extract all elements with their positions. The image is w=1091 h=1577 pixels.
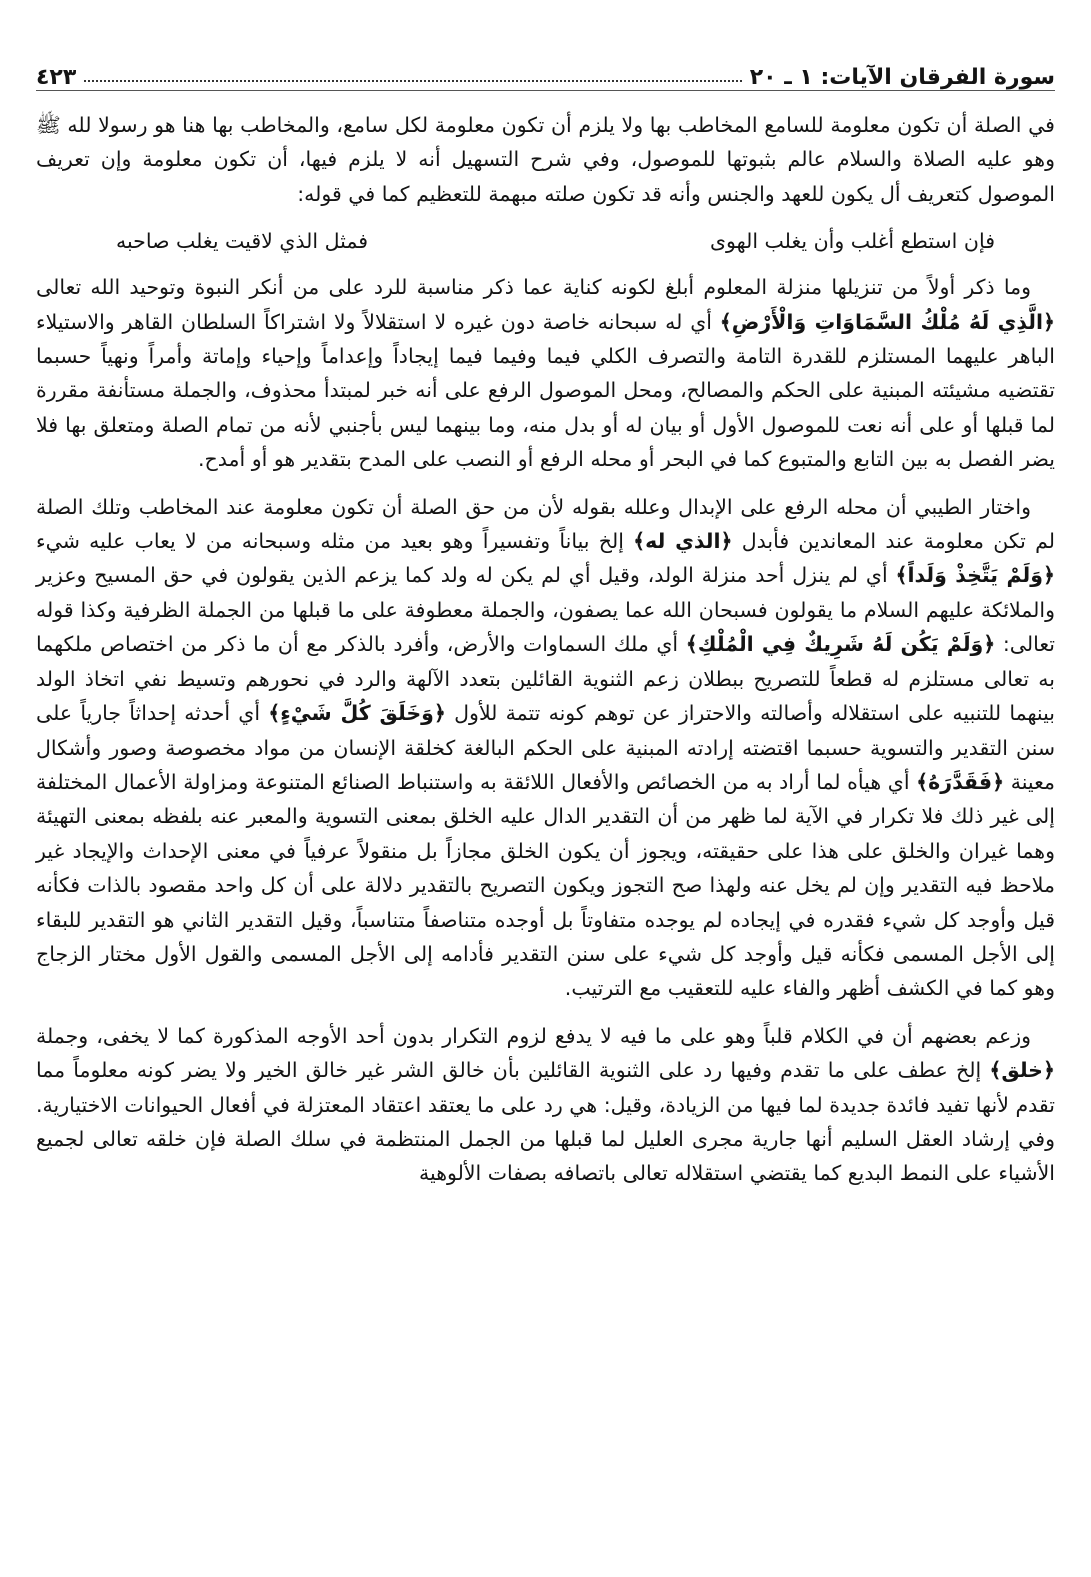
quran-quote: ﴿خلق﴾ (989, 1058, 1055, 1083)
quran-quote: ﴿الذي له﴾ (633, 529, 733, 554)
text-run: وما ذكر أولاً من تنزيلها منزلة المعلوم أبلغ لكونه كناية عما ذكر مناسبة للرد على من أنكر النبوة وتوحيد الله تعالى (36, 275, 1031, 300)
quran-quote: ﴿وَلَمْ يَتَّخِذْ وَلَداً﴾ (895, 563, 1055, 588)
quran-quote: ﴿وَلَمْ يَكُن لَهُ شَرِيكٌ فِي الْمُلْكِ﴾ (685, 632, 996, 657)
verse-hemistich: فمثل الذي لاقيت يغلب صاحبه (116, 229, 368, 254)
quran-quote: ﴿فَقَدَّرَهُ﴾ (916, 769, 1005, 794)
text-run: إلخ بياناً وتفسيراً وهو بعيد من مثله وسبحانه من لا يعاب عليه شيء (36, 529, 624, 554)
paragraph (36, 270, 1055, 476)
header-dot-leader (84, 80, 741, 82)
text-run: أي ملك السماوات والأرض، وأفرد بالذكر مع أن ما ذكر من اختصاص ملكهما به تعالى مستلزم له قطعاً للتصريح ببطلان زعم الثنوية القائلين بتعدد الآلهة والرد في نحورهم وتسيط نفي اتخاذ الولد بينهما للتنبيه على استقلاله وأصالته والاحتراز عن توهم كونه تتمة للأول (36, 632, 1055, 726)
text-run: إلخ عطف على ما تقدم وفيها رد على الثنوية القائلين بأن خالق الشر غير خالق الخير ولا يضر كونه معلوماً مما تقدم لأنها تفيد فائدة جديدة لما فيها من الزيادة، وقيل: هي رد على ما يعتقد اعتقاد المعتزلة في أفعال الحيوانات الاختيارية. وفي إرشاد العقل السليم أنها جارية مجرى العليل لما قبلها من الجمل المنتظمة في سلك الصلة فإن خلقه تعالى لجميع الأشياء على النمط البديع كما يقتضي استقلاله تعالى باتصافه بصفات الألوهية (36, 1058, 1055, 1186)
body-text (36, 108, 1055, 1204)
text-run: أي لم ينزل أحد منزلة الولد، وقيل أي لم يكن له ولد كما يزعم الذين يقولون في حق المسيح وعزير والملائكة عليهم السلام ما يقولون فسبحان الله عما يصفون، والجملة معطوفة على ما قبلها من الجملة الظرفية وكذا قوله تعالى: (36, 563, 1055, 657)
paragraph (36, 1019, 1055, 1191)
page-number: ٤٢٣ (36, 65, 77, 90)
poetry-verse (36, 224, 1055, 258)
text-run: وزعم بعضهم أن في الكلام قلباً وهو على ما فيه لا يدفع لزوم التكرار بدون أحد الأوجه المذكورة كما لا يخفى، وجملة (36, 1023, 1031, 1048)
running-header (36, 52, 1055, 91)
text-run: أي له سبحانه خاصة دون غيره لا استقلالاً ولا اشتراكاً السلطان القاهر والاستيلاء الباهر عليهما المستلزم للقدرة التامة والتصرف الكلي فيما وفيما فيما إيجاداً وإعداماً وإحياء وإماتة وأمراً ونهياً حسبما تقتضيه مشيئته المبنية على الحكم والمصالح، ومحل الموصول الرفع على أنه خبر لمبتدأ محذوف، والجملة مستأنفة مقررة لما قبلها أو على أنه نعت للموصول الأول أو بيان له أو بدل منه، وما بينهما ليس بأجنبي لأنه من تمام الصلة ومتعلق بها فلا يضر الفصل به بين التابع والمتبوع كما في البحر أو محله الرفع أو النصب على المدح بتقدير هو أو أمدح. (36, 309, 1055, 472)
paragraph: في الصلة أن تكون معلومة للسامع المخاطب بها ولا يلزم أن تكون معلومة لكل سامع، والمخاطب بها هنا هو رسولا لله ﷺ وهو عليه الصلاة والسلام عالم بثبوتها للموصول، وفي شرح التسهيل أنه لا يلزم فيها، أن تكون معلومة وإن تعريف الموصول كتعريف أل يكون للعهد والجنس وأنه قد تكون صلته مبهمة للتعظيم كما في قوله: (36, 113, 1055, 206)
text-run: أي أحدثه إحداثاً جارياً على سنن التقدير والتسوية حسبما اقتضته إرادته المبنية على الحكم البالغة كخلقة الإنسان من مواد مخصوصة وصور وأشكال معينة (36, 701, 1055, 794)
header-title: سورة الفرقان الآيات: ١ ـ ٢٠ (749, 65, 1055, 90)
text-run: واختار الطيبي أن محله الرفع على الإبدال وعلله بقوله لأن من حق الصلة أن تكون معلومة عند المخاطب وتلك الصلة لم تكن معلومة عند المعاندين فأبدل (36, 494, 1055, 554)
quran-quote: ﴿الَّذِي لَهُ مُلْكُ السَّمَاوَاتِ وَالْأَرْضِ﴾ (719, 309, 1055, 334)
paragraph (36, 490, 1055, 1006)
quran-quote: ﴿وَخَلَقَ كُلَّ شَيْءٍ﴾ (268, 701, 446, 726)
page (36, 0, 1055, 1577)
verse-hemistich: فإن استطع أغلب وأن يغلب الهوى (710, 229, 995, 254)
text-run: أي هيأه لما أراد به من الخصائص والأفعال اللائقة به واستنباط الصنائع المتنوعة ومزاولة الأعمال المختلفة إلى غير ذلك فلا تكرار في الآية لما ظهر من أن التقدير الدال عليه الخلق بمعنى التسوية والمعبر عنه بلفظه بمعنى التهيئة وهما غيران والخلق على هذا على حقيقته، ويجوز أن يكون الخلق مجازاً بل منقولاً عرفياً في معنى الإحداث والإيجاد غير ملاحظ فيه التقدير وإن لم يخل عنه ولهذا صح التجوز ويكون التصريح بالتقدير دلالة على أن كل واحد مقصود بالذات فكأنه قيل وأوجد كل شيء فقدره في إيجاده لم يوجده متفاوتاً بل أوجده متناصفاً متناسباً، وقيل التقدير الثاني هو التقدير للبقاء إلى الأجل المسمى فكأنه قيل وأوجد كل شيء على سنن التقدير فأدامه إلى الأجل المسمى والقول الأول مختار الزجاج وهو كما في الكشف أظهر والفاء عليه للتعقيب مع الترتيب. (36, 769, 1055, 1001)
